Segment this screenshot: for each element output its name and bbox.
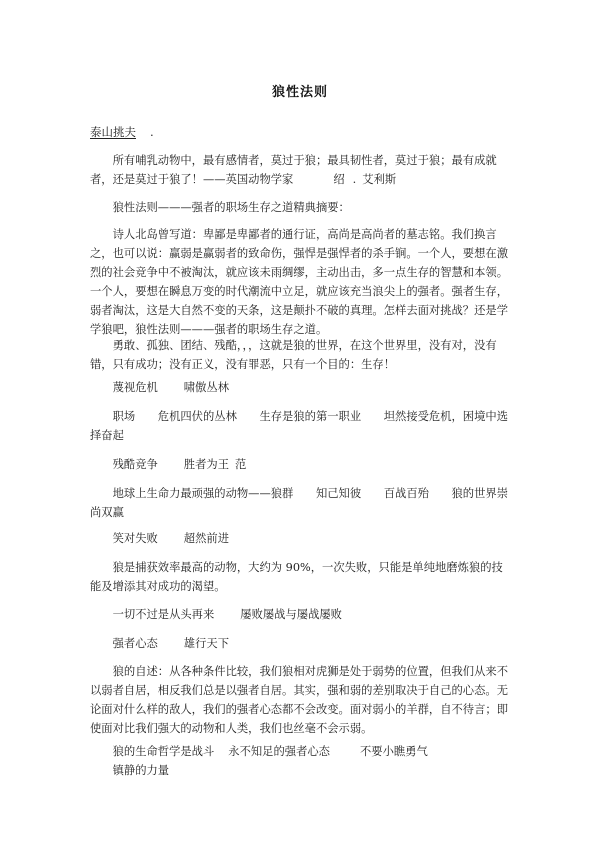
philosophy-3: 不要小瞧勇气 xyxy=(359,745,428,758)
quote-credit-prefix: 绍 xyxy=(333,173,345,186)
heading-row-5 xyxy=(90,634,510,653)
heading-4-b: 屡败屡战与屡战屡败 xyxy=(240,608,342,621)
heading-5-a: 强者心态 xyxy=(112,637,158,650)
heading-1-a: 蔑视危机 xyxy=(112,381,158,394)
heading-2-c: 范 xyxy=(235,458,247,471)
workplace-paragraph: 职场 危机四伏的丛林 生存是狼的第一职业 坦然接受危机，困境中选择奋起 xyxy=(90,410,508,442)
heading-row-1 xyxy=(90,378,510,397)
heading-2-b: 胜者为王 xyxy=(183,458,229,471)
philosophy-2: 永不知足的强者心态 xyxy=(228,745,330,758)
intro-paragraph: 诗人北岛曾写道：卑鄙是卑鄙者的通行证，高尚是高尚者的墓志铭。我们换言之，也可以说：赢弱是赢弱者的致命伤，强悍是强悍者的杀手锏。一个人，要想在激烈的社会竞争中不被淘汰，就应该未雨绸缪，主动出击，多一点生存的智慧和本领。一个人，要想在瞬息万变的时代潮流中立足，就应该充当浪尖上的强者。强者生存，弱者淘汰，这是大自然不变的天条，这是颠扑不破的真理。怎样去面对挑战？还是学学狼吧，狼性法则———强者的职场生存之道。 xyxy=(90,228,508,336)
heading-1-b: 啸傲丛林 xyxy=(183,381,229,394)
quote-credit-name: 艾利斯 xyxy=(362,173,397,186)
quote-credit-sep: . xyxy=(352,173,357,186)
hunting-paragraph: 狼是捕获效率最高的动物，大约为 90%，一次失败，只能是单纯地磨炼狼的技能及增添其对成功的渴望。 xyxy=(90,561,503,593)
philosophy-4: 镇静的力量 xyxy=(112,764,170,777)
heading-4-a: 一切不过是从头再来 xyxy=(112,608,215,621)
heading-row-3 xyxy=(90,529,510,548)
heading-3-a: 笑对失败 xyxy=(112,532,158,545)
quote-paragraph xyxy=(90,151,510,189)
philosophy-row xyxy=(90,742,510,780)
heading-2-a: 残酷竞争 xyxy=(112,458,158,471)
philosophy-1: 狼的生命哲学是战斗 xyxy=(112,745,215,758)
quote-text: 所有哺乳动物中，最有感情者，莫过于狼；最具韧性者，莫过于狼；最有成就者，还是莫过于狼了！——英国动物学家 xyxy=(90,154,497,186)
statement-paragraph: 狼的自述：从各种条件比较，我们狼相对虎狮是处于弱势的位置，但我们从来不以弱者自居，相反我们总是以强者自居。其实，强和弱的差别取决于自己的心态。无论面对什么样的敌人，我们的强者心态都不会改变。面对弱小的羊群，自不待言；即使面对比我们强大的动物和人类，我们也丝毫不会示弱。 xyxy=(90,665,508,735)
author-name[interactable]: 泰山挑夫 xyxy=(90,125,136,139)
heading-5-b: 雄行天下 xyxy=(183,637,229,650)
heading-row-4 xyxy=(90,605,510,624)
page-title: 狼性法则 xyxy=(271,85,328,100)
strongest-paragraph: 地球上生命力最顽强的动物——狼群 知己知彼 百战百殆 狼的世界崇尚双赢 xyxy=(90,487,508,519)
creed-paragraph: 勇敢、孤独、团结、残酷，，，这就是狼的世界，在这个世界里，没有对，没有错，只有成功；没有正义，没有罪恶，只有一个目的：生存！ xyxy=(90,339,497,371)
heading-row-2 xyxy=(90,455,510,474)
subtitle-paragraph: 狼性法则———强者的职场生存之道精典摘要： xyxy=(112,201,350,214)
heading-3-b: 超然前进 xyxy=(183,532,229,545)
author-line xyxy=(90,124,154,140)
author-mark: . xyxy=(150,125,154,139)
